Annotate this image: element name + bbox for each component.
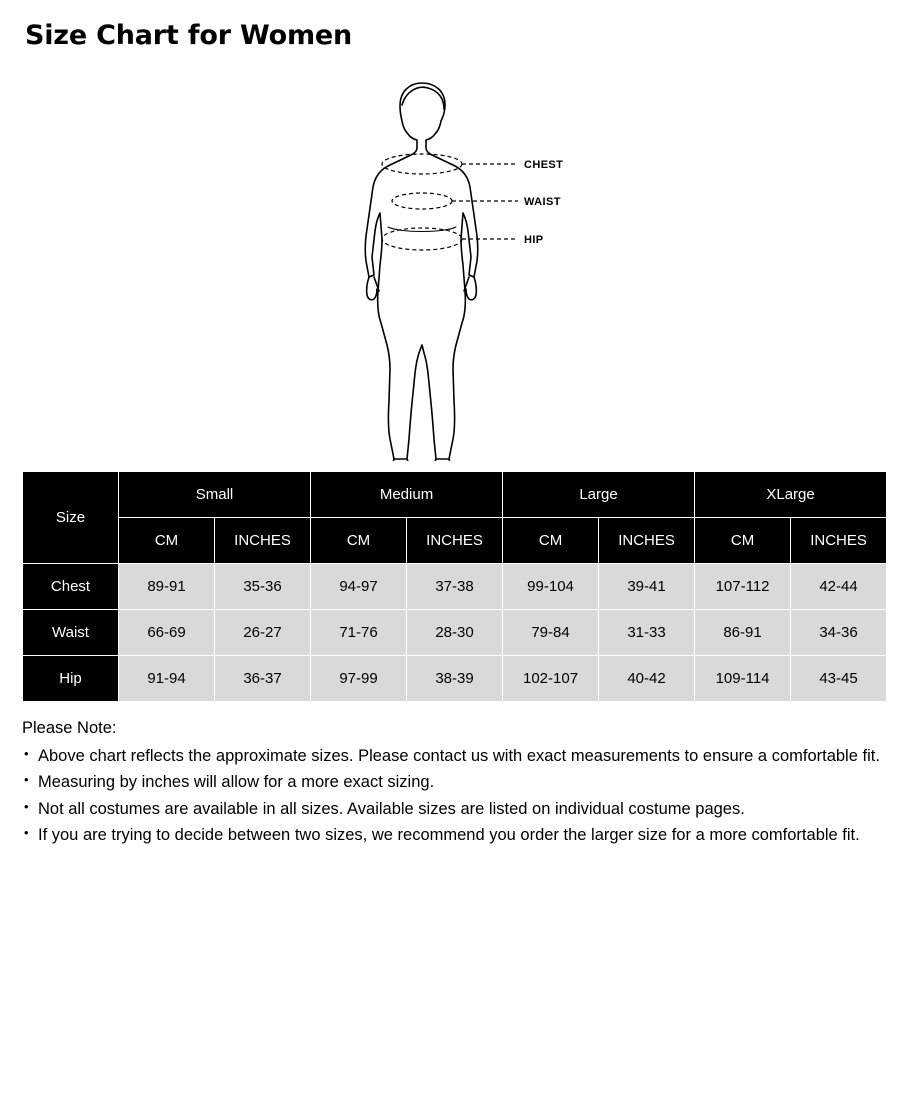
cell-waist-small-inches: 26-27: [215, 610, 311, 656]
table-header-row-units: [23, 518, 887, 564]
cell-waist-medium-cm: 71-76: [311, 610, 407, 656]
row-label-waist: Waist: [23, 610, 119, 656]
chest-label: CHEST: [524, 159, 564, 171]
cell-hip-medium-inches: 38-39: [407, 656, 503, 702]
cell-hip-small-inches: 36-37: [215, 656, 311, 702]
cell-hip-medium-cm: 97-99: [311, 656, 407, 702]
cell-waist-large-inches: 31-33: [599, 610, 695, 656]
header-unit-cm-xlarge: CM: [695, 518, 791, 564]
cell-waist-small-cm: 66-69: [119, 610, 215, 656]
table-row: [23, 610, 887, 656]
hip-label: HIP: [524, 234, 544, 246]
header-unit-inches-xlarge: INCHES: [791, 518, 887, 564]
size-chart-page: [0, 20, 905, 1100]
note-item: • Measuring by inches will allow for a more exact sizing.: [22, 770, 883, 796]
note-item: • If you are trying to decide between two sizes, we recommend you order the larger size for a more comfortable fit.: [22, 823, 883, 849]
notes-heading: Please Note:: [22, 719, 117, 737]
female-body-outline-icon: [322, 61, 622, 461]
row-label-chest: Chest: [23, 564, 119, 610]
cell-waist-xlarge-cm: 86-91: [695, 610, 791, 656]
header-unit-cm-medium: CM: [311, 518, 407, 564]
waist-measure-ellipse: [392, 193, 452, 209]
cell-chest-medium-inches: 37-38: [407, 564, 503, 610]
cell-chest-large-cm: 99-104: [503, 564, 599, 610]
cell-waist-large-cm: 79-84: [503, 610, 599, 656]
body-measurement-figure: [22, 61, 883, 461]
header-size-small: Small: [119, 472, 311, 518]
header-unit-inches-small: INCHES: [215, 518, 311, 564]
cell-chest-xlarge-inches: 42-44: [791, 564, 887, 610]
page-title: Size Chart for Women: [25, 20, 353, 51]
cell-hip-large-inches: 40-42: [599, 656, 695, 702]
cell-hip-small-cm: 91-94: [119, 656, 215, 702]
table-row: [23, 656, 887, 702]
cell-chest-small-inches: 35-36: [215, 564, 311, 610]
cell-chest-large-inches: 39-41: [599, 564, 695, 610]
notes-list: [22, 744, 883, 849]
cell-chest-xlarge-cm: 107-112: [695, 564, 791, 610]
cell-hip-large-cm: 102-107: [503, 656, 599, 702]
cell-waist-medium-inches: 28-30: [407, 610, 503, 656]
note-item: • Not all costumes are available in all sizes. Available sizes are listed on individual costume pages.: [22, 797, 883, 823]
header-unit-inches-large: INCHES: [599, 518, 695, 564]
table-row: [23, 564, 887, 610]
size-table: [22, 471, 887, 702]
cell-chest-small-cm: 89-91: [119, 564, 215, 610]
header-size-xlarge: XLarge: [695, 472, 887, 518]
notes-section: [22, 716, 883, 849]
table-header-row-sizes: [23, 472, 887, 518]
note-item: • Above chart reflects the approximate sizes. Please contact us with exact measurements to ensure a comfortable fit.: [22, 744, 883, 770]
row-label-hip: Hip: [23, 656, 119, 702]
header-unit-inches-medium: INCHES: [407, 518, 503, 564]
header-size: Size: [23, 472, 119, 564]
cell-hip-xlarge-cm: 109-114: [695, 656, 791, 702]
header-unit-cm-small: CM: [119, 518, 215, 564]
waist-label: WAIST: [524, 196, 561, 208]
cell-chest-medium-cm: 94-97: [311, 564, 407, 610]
header-unit-cm-large: CM: [503, 518, 599, 564]
header-size-large: Large: [503, 472, 695, 518]
cell-hip-xlarge-inches: 43-45: [791, 656, 887, 702]
header-size-medium: Medium: [311, 472, 503, 518]
cell-waist-xlarge-inches: 34-36: [791, 610, 887, 656]
